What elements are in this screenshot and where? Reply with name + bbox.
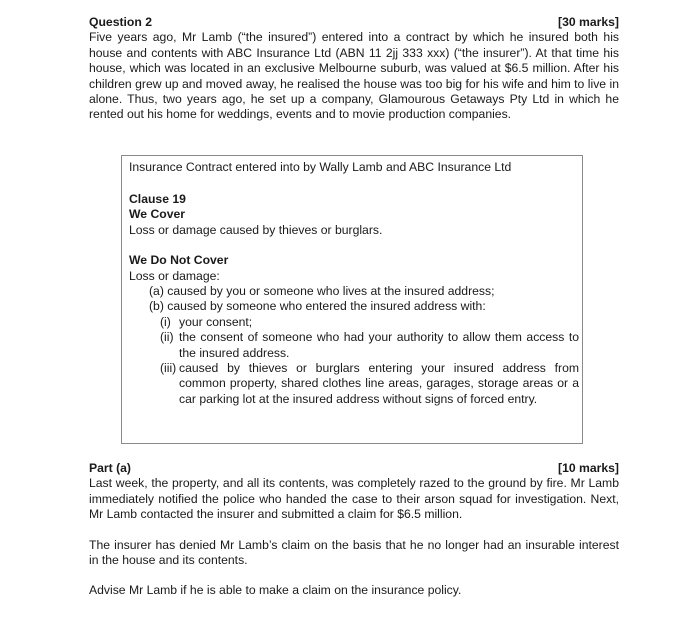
contract-body [129,192,579,407]
sub-item-text: caused by thieves or burglars entering your insured address from common property, shared clothes line areas, garages, storage areas or a car parking lot at the insured address without signs of forced entry. [179,361,579,406]
question-intro: Five years ago, Mr Lamb (“the insured”) entered into a contract by which he insured both his house and contents with ABC Insurance Ltd (ABN 11 2jj 333 xxx) (“the insurer”). At that time his house, which was located in an exclusive Melbourne suburb, was valued at $6.5 million. After his children grew up and moved away, he realised the house was too big for his wife and him to live in alone. Thus, two years ago, he set up a company, Glamourous Getaways Pty Ltd in which he rented out his home for weddings, events and to movie production companies. [89,30,619,122]
we-cover-heading: We Cover [129,207,185,222]
question-section [89,15,619,123]
part-a-heading [89,461,619,476]
sub-item-number: (i) [160,314,171,329]
exclusion-item-a: (a) caused by you or someone who lives at the insured address; [149,284,495,299]
exclusion-item-b: (b) caused by someone who entered the insured address with: [149,299,486,314]
not-cover-lead: Loss or damage: [129,268,220,283]
sub-item-number: (ii) [160,330,174,345]
sub-item-i [129,315,579,330]
question-heading [89,15,619,30]
part-a-marks: [10 marks] [558,461,619,475]
contract-title: Insurance Contract entered into by Wally Lamb and ABC Insurance Ltd [129,160,512,174]
part-a-denial: The insurer has denied Mr Lamb’s claim on the basis that he no longer had an insurable interest in the house and its contents. [89,537,619,568]
sub-item-text: the consent of someone who had your authority to allow them access to the insured address. [179,330,579,360]
question-marks: [30 marks] [558,15,619,29]
sub-item-ii [129,330,579,361]
part-a-facts: Last week, the property, and all its contents, was completely razed to the ground by fire. Mr Lamb immediately notified the police who handed the case to their arson squad for investigation. Next, Mr Lamb contacted the insurer and submitted a claim for $6.5 million. [89,476,619,522]
sub-item-text: your consent; [179,314,253,329]
sub-item-number: (iii) [160,361,177,376]
question-title: Question 2 [89,15,152,29]
clause-number: Clause 19 [129,192,186,206]
contract-box [121,155,583,444]
sub-item-iii [129,361,579,407]
not-cover-heading: We Do Not Cover [129,253,229,268]
we-cover-text: Loss or damage caused by thieves or burglars. [129,222,383,237]
part-a-title: Part (a) [89,461,131,475]
part-a-task: Advise Mr Lamb if he is able to make a claim on the insurance policy. [89,583,462,598]
part-a-section [89,461,619,599]
